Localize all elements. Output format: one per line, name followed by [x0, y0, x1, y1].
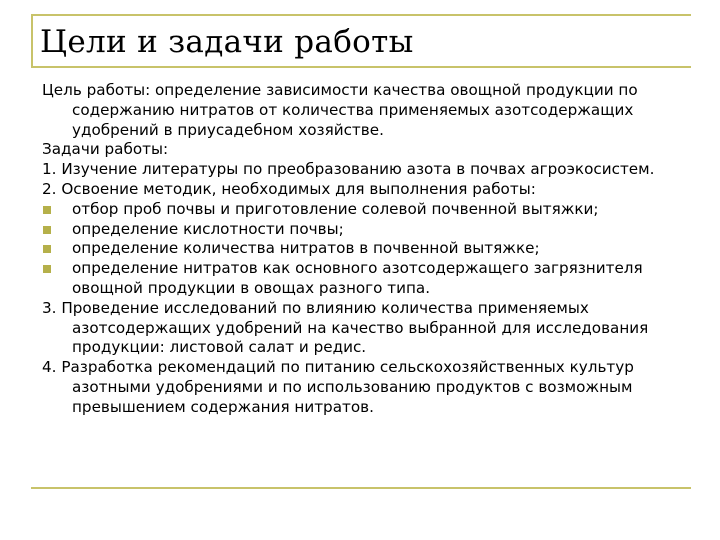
tasks-heading: Задачи работы:	[42, 140, 169, 159]
square-bullet-icon	[43, 245, 51, 253]
goal-paragraph	[42, 81, 692, 140]
method-bullet-2	[42, 220, 692, 240]
method-bullet-text: определение количества нитратов в почвенной вытяжке;	[72, 239, 540, 258]
method-bullet-3	[42, 239, 692, 259]
bottom-divider	[31, 487, 691, 489]
method-bullet-1	[42, 200, 692, 220]
square-bullet-icon	[43, 206, 51, 214]
slide-body	[42, 81, 692, 418]
task-3: 3. Проведение исследований по влиянию количества применяемых азотсодержащих удобрений на качество выбранной для исследования продукции: листовой салат и редис.	[42, 298, 649, 357]
task-2: 2. Освоение методик, необходимых для выполнения работы:	[42, 179, 536, 198]
task-4: 4. Разработка рекомендаций по питанию сельскохозяйственных культур азотными удобрениями и по использованию продуктов с возможным превышением содержания нитратов.	[42, 358, 634, 416]
method-bullet-text: отбор проб почвы и приготовление солевой почвенной вытяжки;	[72, 199, 599, 218]
title-divider	[31, 66, 691, 68]
method-bullet-4	[42, 259, 692, 299]
task-1: 1. Изучение литературы по преобразованию азота в почвах агроэкосистем.	[42, 160, 655, 179]
frame-top-line	[31, 14, 691, 16]
square-bullet-icon	[43, 226, 51, 234]
square-bullet-icon	[43, 265, 51, 273]
method-bullet-text: определение нитратов как основного азотсодержащего загрязнителя овощной продукции в овощах разного типа.	[72, 259, 643, 297]
method-bullet-text: определение кислотности почвы;	[72, 219, 344, 238]
goal-text: определение зависимости качества овощной продукции по содержанию нитратов от количества применяемых азотсодержащих удобрений в приусадебном хозяйстве.	[72, 81, 638, 139]
frame-left-line	[31, 14, 33, 66]
slide-title: Цели и задачи работы	[40, 24, 414, 60]
goal-label: Цель работы:	[42, 81, 151, 99]
